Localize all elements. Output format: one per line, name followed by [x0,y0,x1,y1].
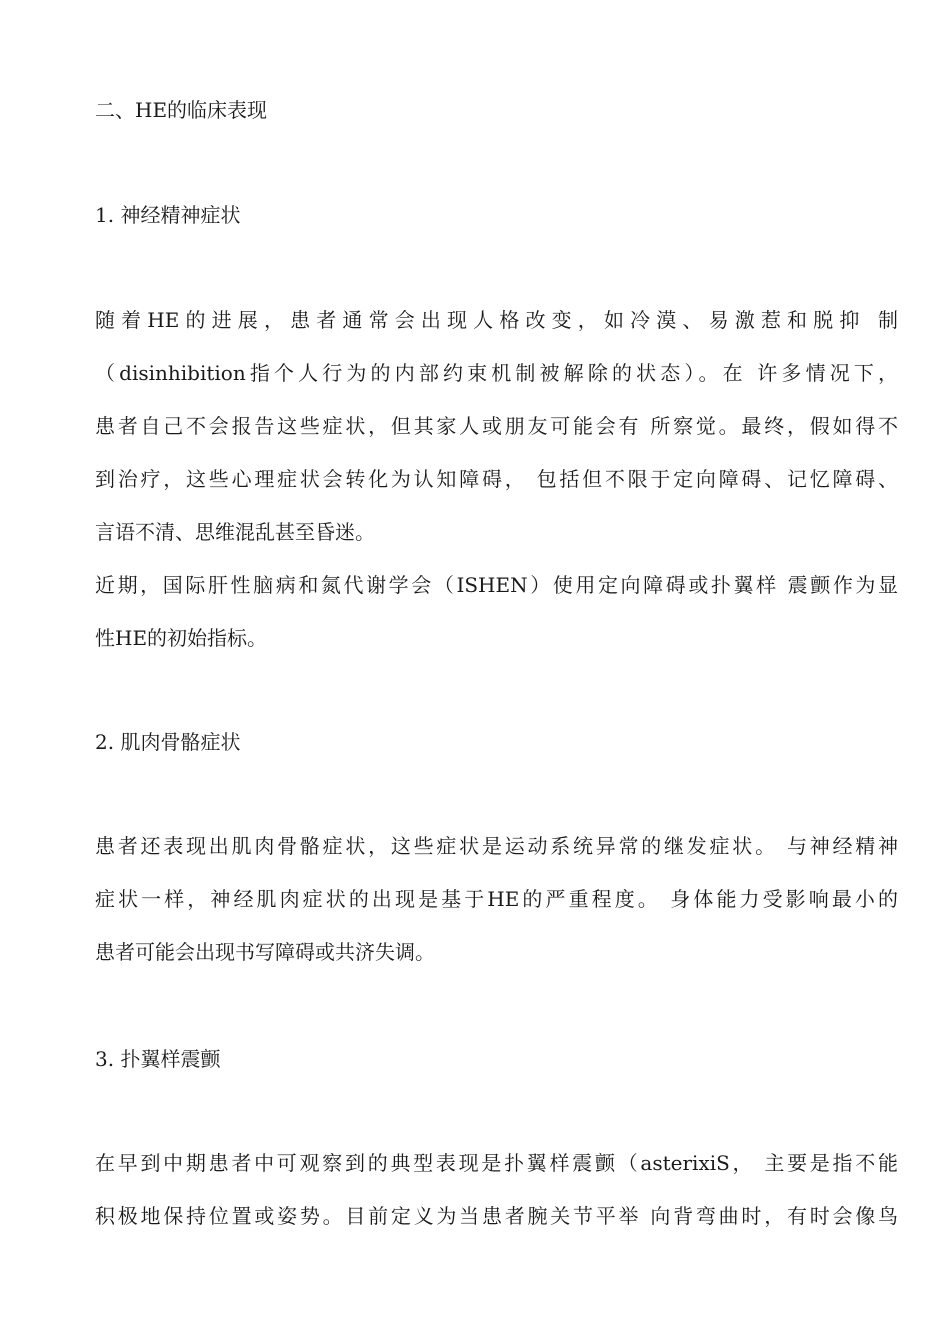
text-line: 在早到中期患者中可观察到的典型表现是扑翼样震颤（asterixiS， 主要是指不能 [95,1151,898,1175]
text-line: 性HE的初始指标。 [95,626,268,650]
paragraph-asterixis [95,1137,898,1243]
subsection-heading-2: 2. 肌肉骨骼症状 [95,730,241,754]
paragraph-neuropsychiatric-2 [95,559,898,665]
text-line: 症状一样，神经肌肉症状的出现是基于HE的严重程度。 身体能力受影响最小的 [95,887,898,911]
subsection-heading-3: 3. 扑翼样震颤 [95,1047,221,1071]
text-line: 患者还表现出肌肉骨骼症状，这些症状是运动系统异常的继发症状。 与神经精神 [95,834,898,858]
text-line: 积极地保持位置或姿势。目前定义为当患者腕关节平举 向背弯曲时，有时会像鸟 [95,1204,898,1228]
text-line: 患者自己不会报告这些症状，但其家人或朋友可能会有 所察觉。最终，假如得不 [95,414,898,438]
text-line: 随着HE的进展，患者通常会出现人格改变，如冷漠、易激惹和脱抑 制 [95,308,898,332]
text-line: 近期，国际肝性脑病和氮代谢学会（ISHEN）使用定向障碍或扑翼样 震颤作为显 [95,573,898,597]
text-line: 到治疗，这些心理症状会转化为认知障碍， 包括但不限于定向障碍、记忆障碍、 [95,467,898,491]
text-line: 言语不清、思维混乱甚至昏迷。 [95,520,375,544]
paragraph-neuropsychiatric-1 [95,294,898,559]
subsection-heading-1: 1. 神经精神症状 [95,203,241,227]
text-line: （disinhibition指个人行为的内部约束机制被解除的状态）。在 许多情况下， [95,361,898,385]
text-line: 患者可能会出现书写障碍或共济失调。 [95,940,435,964]
section-title: 二、HE的临床表现 [95,98,268,122]
paragraph-musculoskeletal [95,820,898,979]
